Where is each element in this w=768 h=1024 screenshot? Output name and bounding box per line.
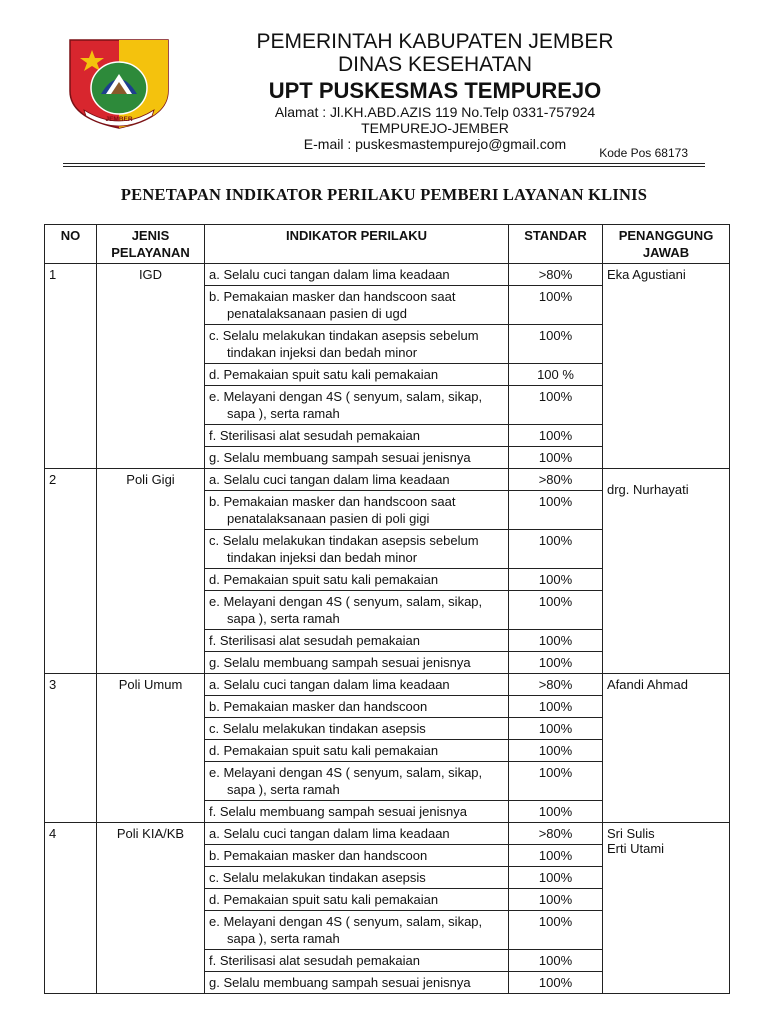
header-no: NO [45,225,97,264]
standard-value: 100% [509,740,603,762]
government-name: PEMERINTAH KABUPATEN JEMBER [256,30,614,53]
indicator-label: d. Pemakaian spuit satu kali pemakaian [209,572,439,587]
indicator-text [205,740,509,762]
indicator-label: b. Pemakaian masker dan handscoon [209,699,428,714]
standard-value: 100% [509,386,603,425]
standard-value: >80% [509,823,603,845]
document-title: PENETAPAN INDIKATOR PERILAKU PEMBERI LAYANAN KLINIS [120,185,648,204]
institution-name: UPT PUSKESMAS TEMPUREJO [268,78,602,103]
responsible-name: Sri Sulis [607,826,655,841]
responsible-person [603,264,730,469]
standard-value: 100% [509,652,603,674]
letterhead [180,30,690,152]
standard-value: 100% [509,569,603,591]
responsible-person [603,823,730,994]
indicator-label: a. Selalu cuci tangan dalam lima keadaan [209,677,450,692]
indicator-text [205,469,509,491]
standard-value: >80% [509,469,603,491]
indicator-text [205,823,509,845]
indicator-label: f. Selalu membuang sampah sesuai jenisnya [209,804,467,819]
standard-value: 100% [509,911,603,950]
indicator-label: e. Melayani dengan 4S ( senyum, salam, sikap, sapa ), serta ramah [209,914,483,946]
address-city: TEMPUREJO-JEMBER [361,120,509,136]
table-row [45,469,730,491]
header-responsible-line2: JAWAB [642,245,690,260]
email-line: E-mail : puskesmastempurejo@gmail.com [303,136,567,152]
header-service-line1: JENIS [131,228,170,243]
indicator-label: e. Melayani dengan 4S ( senyum, salam, sikap, sapa ), serta ramah [209,389,483,421]
indicator-text [205,325,509,364]
responsible-person [603,469,730,674]
letterhead-divider-secondary [63,166,705,167]
row-number: 1 [45,264,97,469]
standard-value: >80% [509,264,603,286]
indicator-label: c. Selalu melakukan tindakan asepsis [209,870,426,885]
service-name: Poli KIA/KB [97,823,205,994]
indicator-label: d. Pemakaian spuit satu kali pemakaian [209,367,439,382]
row-number: 3 [45,674,97,823]
header-standard: STANDAR [509,225,603,264]
indicator-text [205,762,509,801]
standard-value: 100% [509,696,603,718]
header-service-line2: PELAYANAN [111,245,190,260]
indicator-text [205,286,509,325]
indicator-label: c. Selalu melakukan tindakan asepsis sebelum tindakan injeksi dan bedah minor [209,533,479,565]
address-line: Alamat : Jl.KH.ABD.AZIS 119 No.Telp 0331-757924 [274,104,596,120]
service-name: Poli Gigi [97,469,205,674]
indicator-label: f. Sterilisasi alat sesudah pemakaian [209,953,421,968]
header-indicator: INDIKATOR PERILAKU [205,225,509,264]
header-responsible-line1: PENANGGUNG [618,228,714,243]
indicator-text [205,425,509,447]
postal-code: Kode Pos 68173 [599,146,688,160]
logo-lettering: JEMBER [105,116,133,123]
indicator-label: a. Selalu cuci tangan dalam lima keadaan [209,472,450,487]
standard-value: 100% [509,491,603,530]
indicator-label: e. Melayani dengan 4S ( senyum, salam, sikap, sapa ), serta ramah [209,594,483,626]
standard-value: 100% [509,950,603,972]
standard-value: 100% [509,762,603,801]
indicator-text [205,386,509,425]
indicator-text [205,889,509,911]
indicator-text [205,364,509,386]
responsible-name: Eka Agustiani [607,267,686,282]
standard-value: 100% [509,867,603,889]
standard-value: >80% [509,674,603,696]
standard-value: 100% [509,845,603,867]
indicator-table [44,224,730,994]
standard-value: 100 % [509,364,603,386]
row-number: 2 [45,469,97,674]
service-name: IGD [97,264,205,469]
indicator-label: f. Sterilisasi alat sesudah pemakaian [209,428,421,443]
department-name: DINAS KESEHATAN [337,53,533,76]
standard-value: 100% [509,286,603,325]
indicator-text [205,591,509,630]
standard-value: 100% [509,718,603,740]
indicator-text [205,652,509,674]
indicator-text [205,696,509,718]
indicator-text [205,630,509,652]
responsible-name: drg. Nurhayati [607,482,689,497]
responsible-name: Afandi Ahmad [607,677,688,692]
table-row [45,823,730,845]
responsible-name: Erti Utami [607,841,665,856]
indicator-label: g. Selalu membuang sampah sesuai jenisnya [209,450,471,465]
header-responsible [603,225,730,264]
indicator-label: c. Selalu melakukan tindakan asepsis sebelum tindakan injeksi dan bedah minor [209,328,479,360]
standard-value: 100% [509,591,603,630]
standard-value: 100% [509,889,603,911]
table-row [45,674,730,696]
standard-value: 100% [509,530,603,569]
indicator-text [205,447,509,469]
indicator-text [205,845,509,867]
indicator-label: g. Selalu membuang sampah sesuai jenisnya [209,655,471,670]
indicator-text [205,491,509,530]
indicator-label: b. Pemakaian masker dan handscoon saat penatalaksanaan pasien di poli gigi [209,494,456,526]
jember-regency-emblem [64,36,174,131]
indicator-label: d. Pemakaian spuit satu kali pemakaian [209,743,439,758]
indicator-text [205,972,509,994]
standard-value: 100% [509,801,603,823]
indicator-text [205,569,509,591]
standard-value: 100% [509,425,603,447]
row-number: 4 [45,823,97,994]
responsible-person [603,674,730,823]
letterhead-divider [63,163,705,164]
indicator-text [205,801,509,823]
indicator-label: b. Pemakaian masker dan handscoon saat penatalaksanaan pasien di ugd [209,289,456,321]
table-row [45,264,730,286]
indicator-label: e. Melayani dengan 4S ( senyum, salam, sikap, sapa ), serta ramah [209,765,483,797]
standard-value: 100% [509,447,603,469]
standard-value: 100% [509,630,603,652]
indicator-text [205,950,509,972]
indicator-label: b. Pemakaian masker dan handscoon [209,848,428,863]
indicator-label: a. Selalu cuci tangan dalam lima keadaan [209,826,450,841]
service-name: Poli Umum [97,674,205,823]
standard-value: 100% [509,972,603,994]
indicator-text [205,264,509,286]
indicator-label: g. Selalu membuang sampah sesuai jenisnya [209,975,471,990]
indicator-label: a. Selalu cuci tangan dalam lima keadaan [209,267,450,282]
indicator-text [205,911,509,950]
indicator-text [205,718,509,740]
indicator-label: d. Pemakaian spuit satu kali pemakaian [209,892,439,907]
table-header-row [45,225,730,264]
standard-value: 100% [509,325,603,364]
indicator-text [205,674,509,696]
indicator-label: c. Selalu melakukan tindakan asepsis [209,721,426,736]
indicator-text [205,530,509,569]
indicator-label: f. Sterilisasi alat sesudah pemakaian [209,633,421,648]
header-service [97,225,205,264]
indicator-text [205,867,509,889]
